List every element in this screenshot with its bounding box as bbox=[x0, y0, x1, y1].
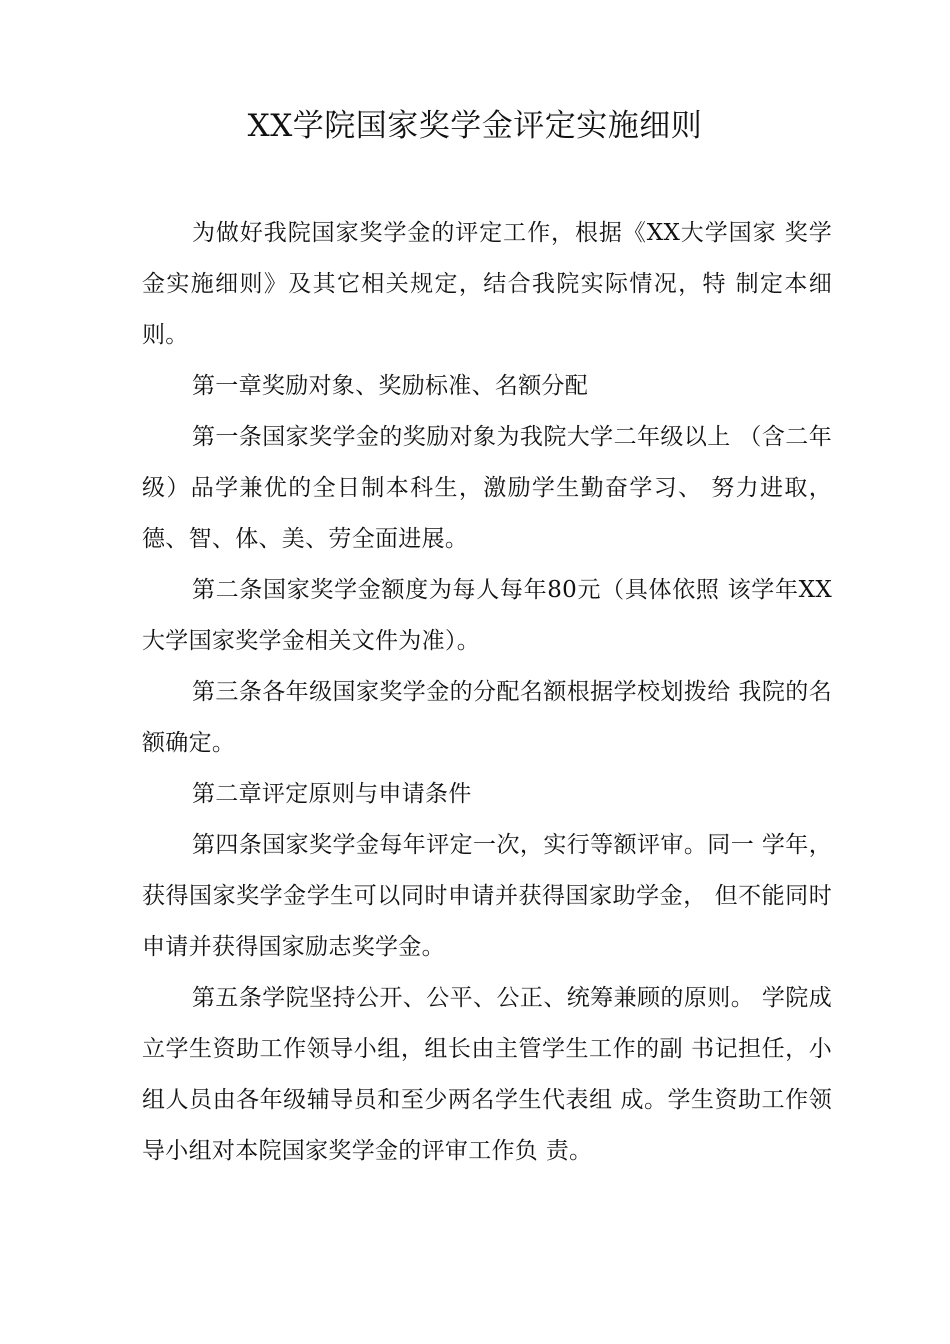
intro-paragraph: 为做好我院国家奖学金的评定工作，根据《XX大学国家 奖学金实施细则》及其它相关规定，结合我院实际情况，特 制定本细则。 bbox=[142, 220, 832, 348]
document-title: XX学院国家奖学金评定实施细则 bbox=[247, 108, 703, 144]
article-three-paragraph: 第三条各年级国家奖学金的分配名额根据学校划拨给 我院的名额确定。 bbox=[142, 679, 832, 756]
chapter-one-heading: 第一章奖励对象、奖励标准、名额分配 bbox=[192, 373, 589, 399]
article-one-paragraph: 第一条国家奖学金的奖励对象为我院大学二年级以上 （含二年级）品学兼优的全日制本科生，激励学生勤奋学习、 努力进取，德、智、体、美、劳全面进展。 bbox=[142, 424, 832, 552]
chapter-two-heading: 第二章评定原则与申请条件 bbox=[192, 781, 472, 807]
document-body bbox=[142, 208, 832, 1177]
article-two-paragraph: 第二条国家奖学金额度为每人每年80元（具体依照 该学年XX大学国家奖学金相关文件为准）。 bbox=[142, 577, 832, 654]
article-five-paragraph: 第五条学院坚持公开、公平、公正、统筹兼顾的原则。 学院成立学生资助工作领导小组，组长由主管学生工作的副 书记担任，小组人员由各年级辅导员和至少两名学生代表组 成。学生资助工作领导小组对本院国家奖学金的评审工作负 责。 bbox=[142, 985, 832, 1164]
article-four-paragraph: 第四条国家奖学金每年评定一次，实行等额评审。同一 学年，获得国家奖学金学生可以同时申请并获得国家助学金， 但不能同时申请并获得国家励志奖学金。 bbox=[142, 832, 832, 960]
